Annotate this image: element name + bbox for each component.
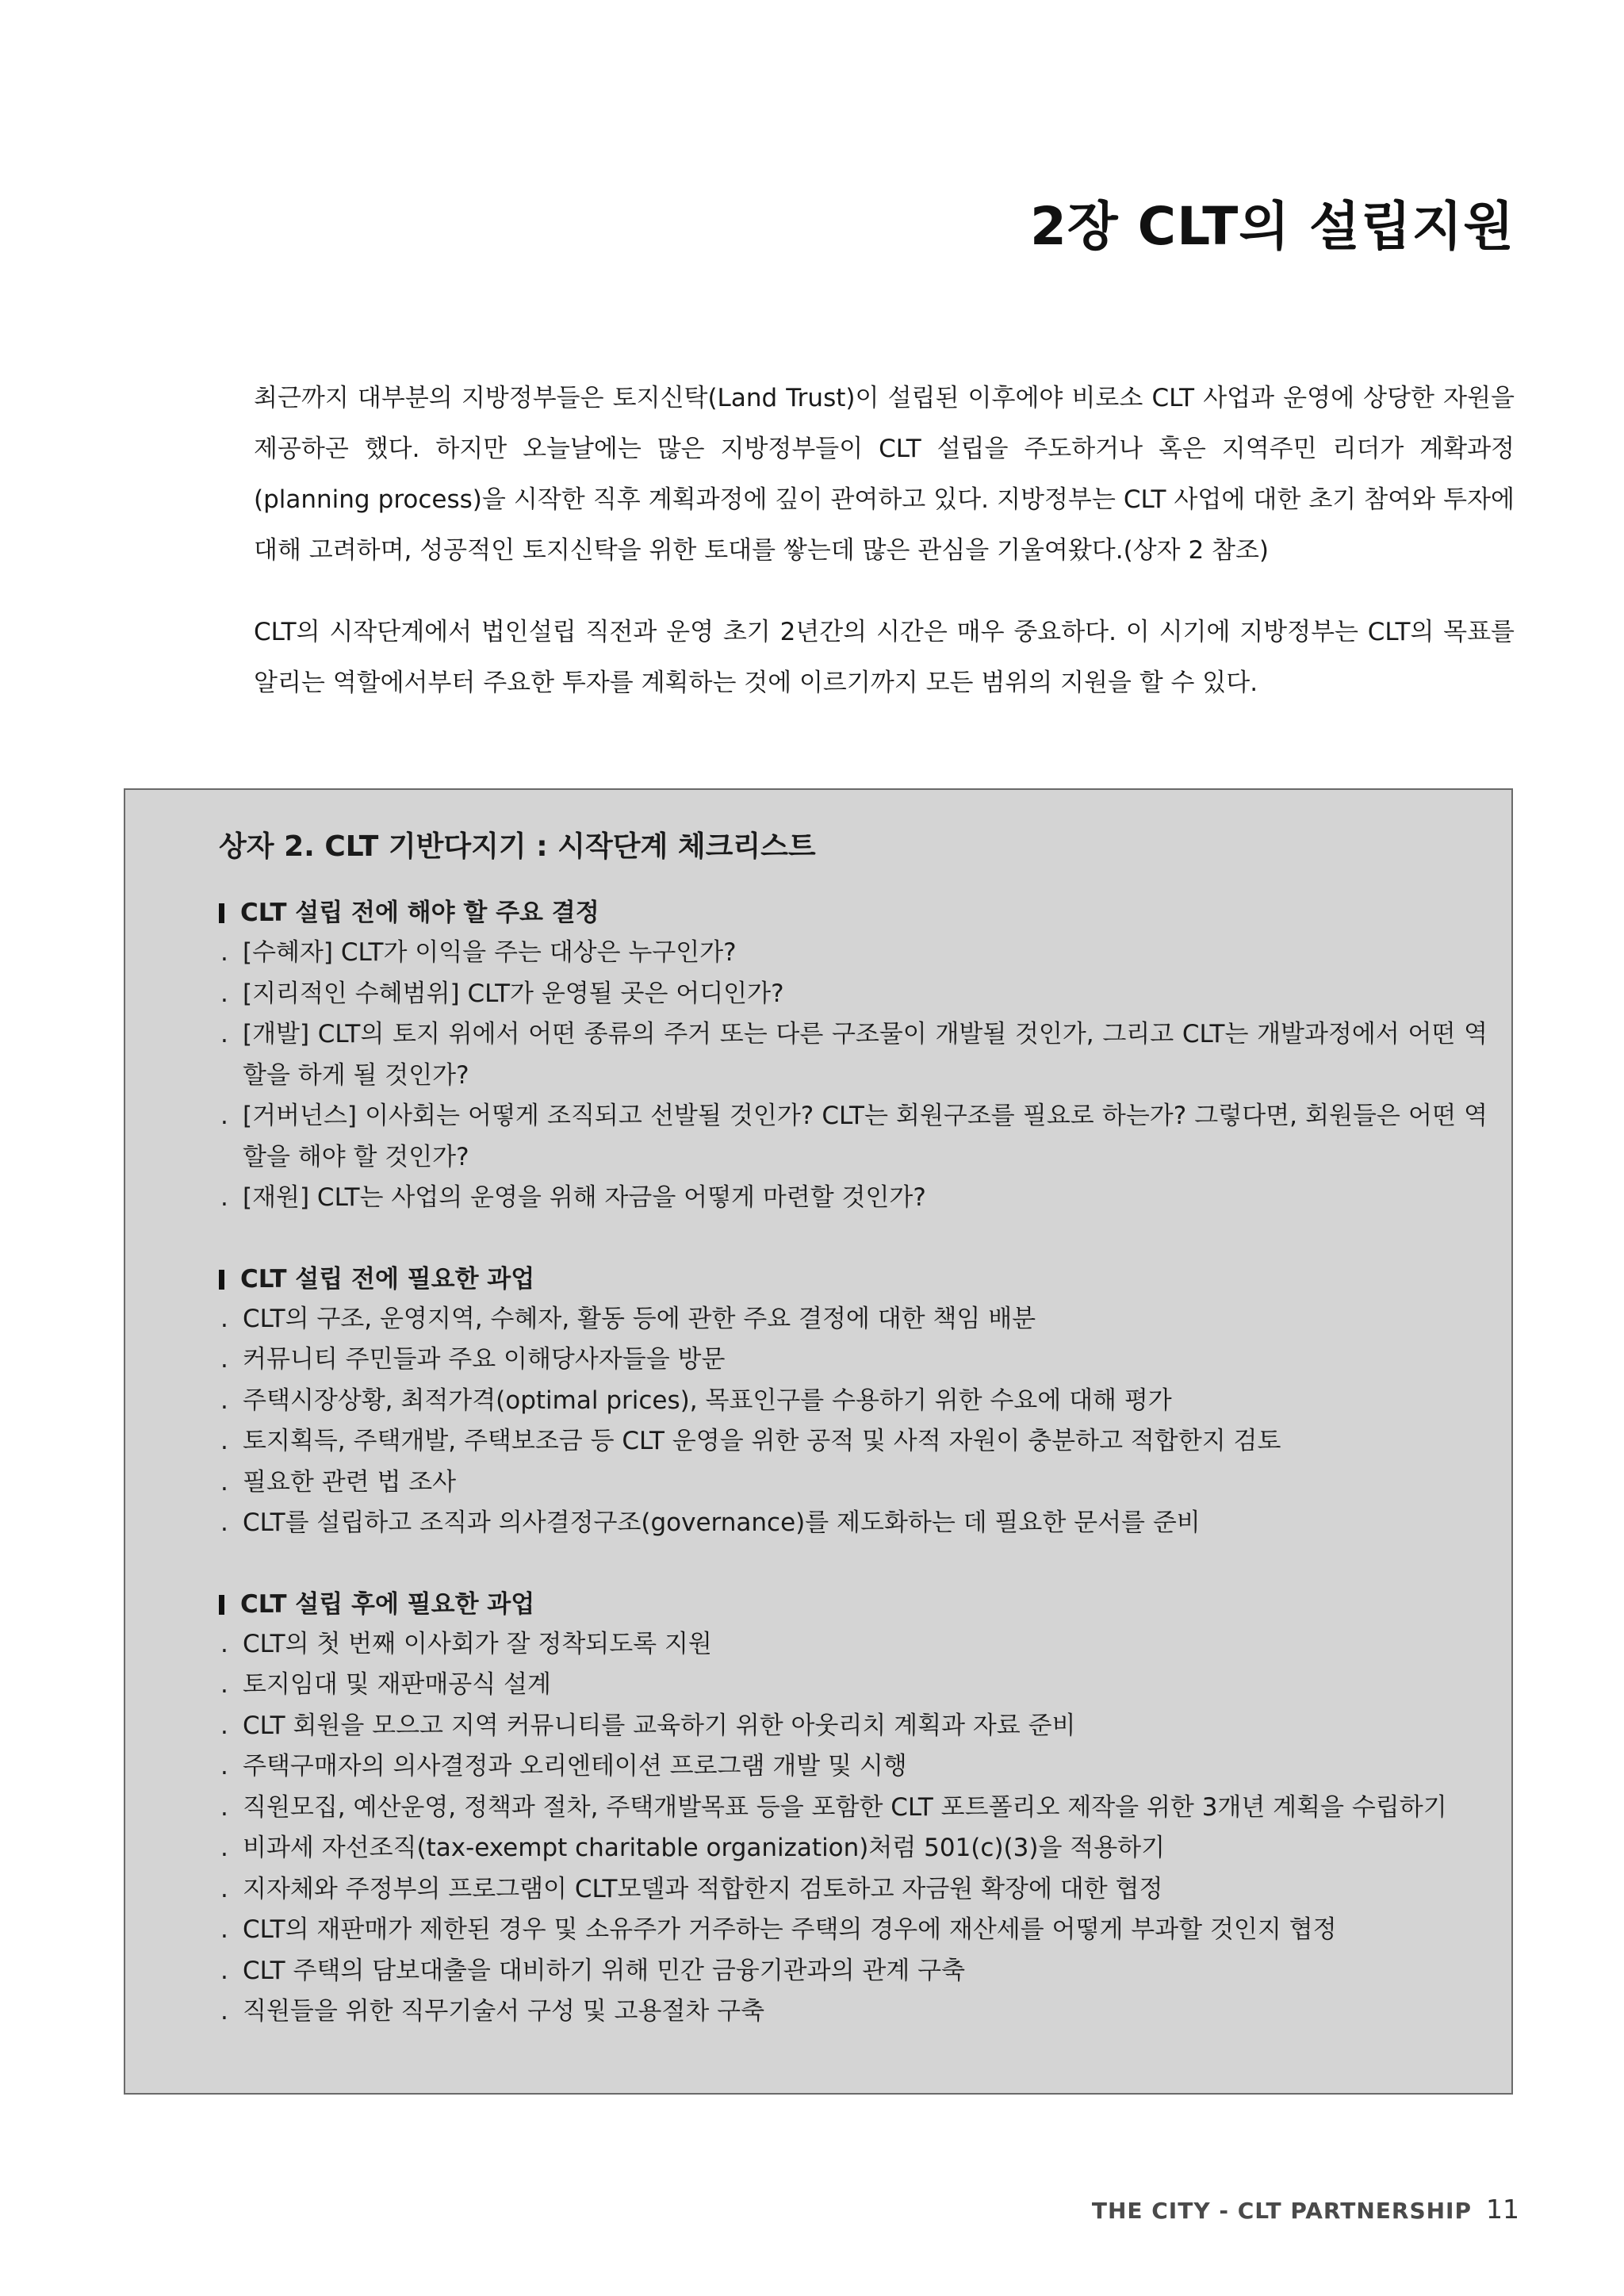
section-bar-icon [219, 903, 224, 923]
bullet-dot-icon: . [220, 979, 228, 1008]
bullet-dot-icon: . [220, 1467, 228, 1497]
section-bar-icon [219, 1270, 224, 1290]
section-tasks-before [219, 1259, 1488, 1544]
intro-text [254, 373, 1515, 708]
bullet-dot-icon: . [220, 938, 228, 967]
checklist-item: . CLT의 재판매가 제한된 경우 및 소유주가 거주하는 주택의 경우에 재산세를 어떻게 부과할 것인지 협정 [219, 1910, 1488, 1951]
section-heading: CLT 설립 후에 필요한 과업 [240, 1589, 535, 1619]
checklist-item: . 지자체와 주정부의 프로그램이 CLT모델과 적합한지 검토하고 자금원 확장에 대한 협정 [219, 1869, 1488, 1911]
checklist-item: . 토지획득, 주택개발, 주택보조금 등 CLT 운영을 위한 공적 및 사적 자원이 충분하고 적합한지 검토 [219, 1421, 1488, 1462]
checklist-item: . 주택시장상황, 최적가격(optimal prices), 목표인구를 수용하기 위한 수요에 대해 평가 [219, 1381, 1488, 1422]
bullet-dot-icon: . [220, 1874, 228, 1903]
checklist-item: . 필요한 관련 법 조사 [219, 1462, 1488, 1504]
section-heading: CLT 설립 전에 필요한 과업 [240, 1264, 535, 1294]
checklist-item: . CLT 회원을 모으고 지역 커뮤니티를 교육하기 위한 아웃리치 계획과 자료 준비 [219, 1706, 1488, 1747]
bullet-dot-icon: . [220, 1997, 228, 2026]
page-title: 2장 CLT의 설립지원 [1029, 196, 1515, 258]
checklist-item: . [거버넌스] 이사회는 어떻게 조직되고 선발될 것인가? CLT는 회원구조를 필요로 하는가? 그렇다면, 회원들은 어떤 역할을 해야 할 것인가? [219, 1096, 1488, 1178]
section-bar-icon [219, 1595, 224, 1615]
checklist-item: . 커뮤니티 주민들과 주요 이해당사자들을 방문 [219, 1340, 1488, 1381]
page-number: 11 [1486, 2194, 1519, 2225]
bullet-dot-icon: . [220, 1020, 228, 1048]
bullet-dot-icon: . [220, 1670, 228, 1699]
bullet-dot-icon: . [220, 1183, 228, 1212]
bullet-dot-icon: . [220, 1345, 228, 1374]
bullet-dot-icon: . [220, 1427, 228, 1455]
bullet-dot-icon: . [220, 1304, 228, 1333]
checklist-item: . CLT 주택의 담보대출을 대비하기 위해 민간 금융기관과의 관계 구축 [219, 1951, 1488, 1992]
checklist-item: . CLT를 설립하고 조직과 의사결정구조(governance)를 제도화하는 데 필요한 문서를 준비 [219, 1503, 1488, 1544]
section-tasks-after [219, 1585, 1488, 2033]
bullet-dot-icon: . [220, 1915, 228, 1944]
checklist-item: . 주택구매자의 의사결정과 오리엔테이션 프로그램 개발 및 시행 [219, 1746, 1488, 1788]
checklist-item: . [지리적인 수혜범위] CLT가 운영될 곳은 어디인가? [219, 974, 1488, 1015]
checklist-item: . 비과세 자선조직(tax-exempt charitable organization)처럼 501(c)(3)을 적용하기 [219, 1828, 1488, 1869]
checklist-item: . 토지임대 및 재판매공식 설계 [219, 1665, 1488, 1706]
checklist-item: . [수혜자] CLT가 이익을 주는 대상은 누구인가? [219, 933, 1488, 974]
checklist-item: . 직원들을 위한 직무기술서 구성 및 고용절차 구축 [219, 1991, 1488, 2033]
bullet-dot-icon: . [220, 1752, 228, 1780]
bullet-dot-icon: . [220, 1792, 228, 1822]
bullet-dot-icon: . [220, 1386, 228, 1415]
bullet-dot-icon: . [220, 1508, 228, 1537]
bullet-dot-icon: . [220, 1102, 228, 1130]
section-key-decisions [219, 893, 1488, 1219]
checklist-item: . CLT의 첫 번째 이사회가 잘 정착되도록 지원 [219, 1624, 1488, 1665]
bullet-dot-icon: . [220, 1711, 228, 1740]
intro-paragraph: 최근까지 대부분의 지방정부들은 토지신탁(Land Trust)이 설립된 이후에야 비로소 CLT 사업과 운영에 상당한 자원을 제공하곤 했다. 하지만 오늘날에는 많은 지방정부들이 CLT 설립을 주도하거나 혹은 지역주민 리더가 계확과정(planning process)을 시작한 직후 계획과정에 깊이 관여하고 있다. 지방정부는 CLT 사업에 대한 초기 참여와 투자에 대해 고려하며, 성공적인 토지신탁을 위한 토대를 쌓는데 많은 관심을 기울여왔다.(상자 2 참조) [254, 384, 1515, 565]
checklist-item: . 직원모집, 예산운영, 정책과 절차, 주택개발목표 등을 포함한 CLT 포트폴리오 제작을 위한 3개년 계획을 수립하기 [219, 1788, 1488, 1829]
checklist-item: . [재원] CLT는 사업의 운영을 위해 자금을 어떻게 마련할 것인가? [219, 1178, 1488, 1219]
bullet-dot-icon: . [220, 1834, 228, 1862]
bullet-dot-icon: . [220, 1629, 228, 1658]
checklist-item: . [개발] CLT의 토지 위에서 어떤 종류의 주거 또는 다른 구조물이 개발될 것인가, 그리고 CLT는 개발과정에서 어떤 역할을 하게 될 것인가? [219, 1014, 1488, 1096]
checklist-item: . CLT의 구조, 운영지역, 수혜자, 활동 등에 관한 주요 결정에 대한 책임 배분 [219, 1299, 1488, 1340]
box-title: 상자 2. CLT 기반다지기 : 시작단계 체크리스트 [219, 830, 816, 863]
intro-paragraph: CLT의 시작단계에서 법인설립 직전과 운영 초기 2년간의 시간은 매우 중요하다. 이 시기에 지방정부는 CLT의 목표를 알리는 역할에서부터 주요한 투자를 계획하는 것에 이르기까지 모든 범위의 지원을 할 수 있다. [254, 618, 1515, 697]
bullet-dot-icon: . [220, 1956, 228, 1985]
checklist-box [124, 788, 1513, 2095]
section-heading: CLT 설립 전에 해야 할 주요 결정 [240, 899, 599, 927]
page-footer [1092, 2194, 1519, 2225]
footer-brand: THE CITY - CLT PARTNERSHIP [1091, 2198, 1472, 2224]
